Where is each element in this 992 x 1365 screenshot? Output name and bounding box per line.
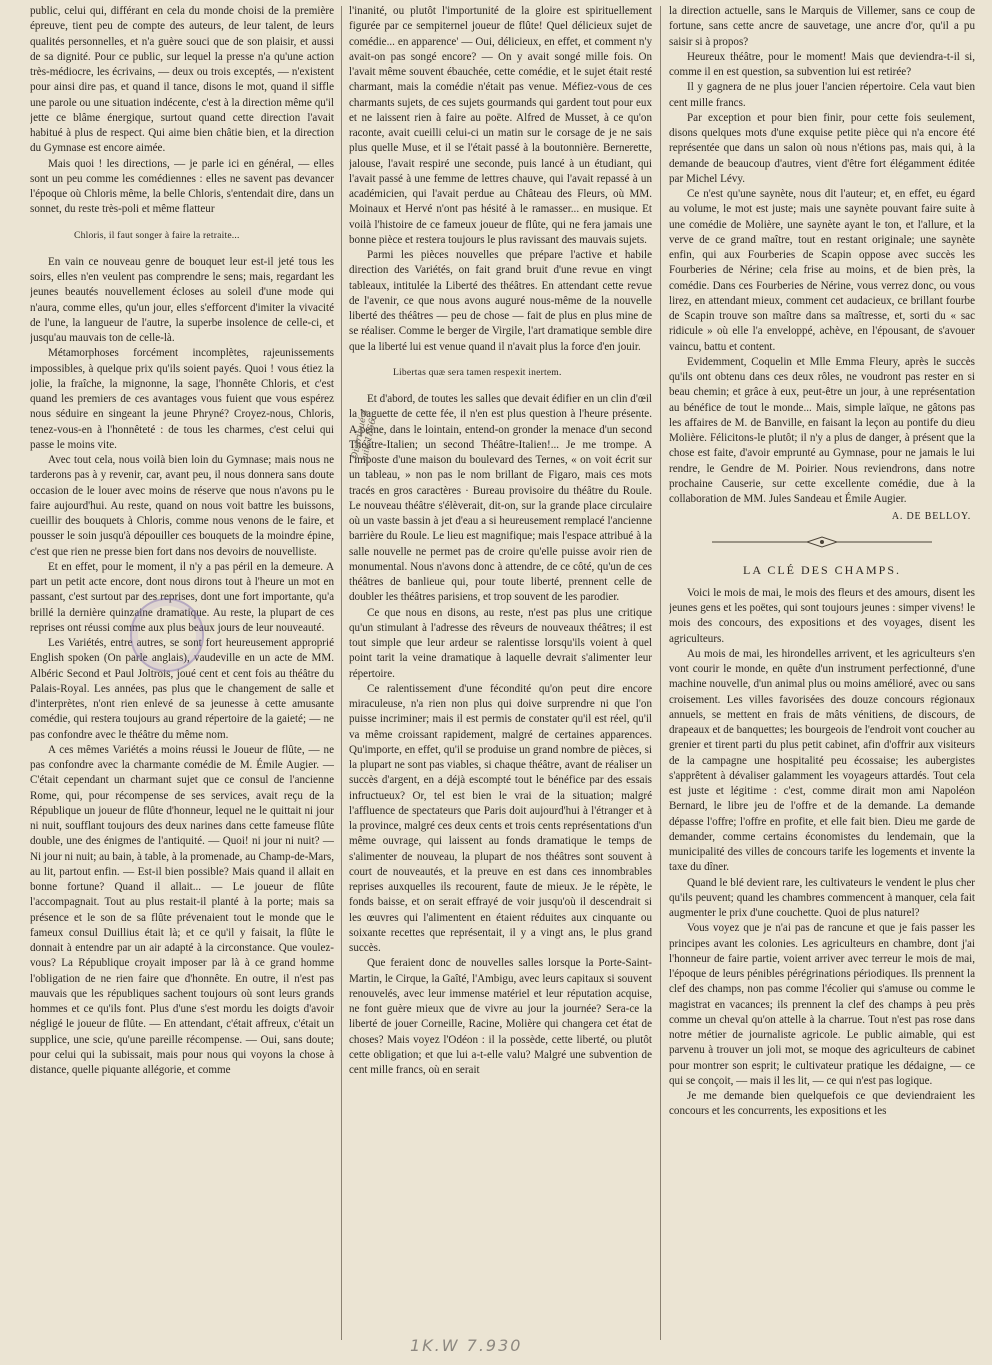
c2-paragraph-6: Que feraient donc de nouvelles salles lorsque la Porte-Saint-Martin, le Cirque, la Gaîté, l'Ambigu, avec leurs capitaux si souvent renouvelés, avec leur immense matériel et leur réputation acquise, ne font guère mieux que de vivre au jour la journée? Sera-ce la liberté de jouer Corneille, Racine, Molière qui changera cet état de choses? Mais voyez l'Odéon : il la possède, cette liberté, ou plutôt cette obligation; et que lui a-t-elle valu? Malgré une subvention de cent mille francs, où en serait	[349, 957, 652, 1076]
ornament-divider-icon	[712, 535, 932, 549]
c1-paragraph-5: Avec tout cela, nous voilà bien loin du Gymnase; mais nous ne tarderons pas à y revenir, car, avant peu, il nous donnera sans doute occasion de le louer avec moins de réserve que nous n'avons pu le faire aujourd'hui. Au reste, quand on nous voit battre les buissons, cueillir des bouquets à Chloris, comme nous venons de le faire, et pousser le soin jusqu'à dépouiller ces bouquets de la moindre épine, c'est que rien ne presse bien fort dans nos devoirs de nouvelliste.	[30, 454, 334, 558]
c2-latin-quote: Libertas quæ sera tamen respexit inertem.	[393, 366, 562, 378]
c1-verse-quote: Chloris, il faut songer à faire la retraite...	[74, 229, 240, 241]
c3-paragraph-8: Au mois de mai, les hirondelles arrivent, et les agriculteurs s'en vont courir le monde, en quête d'un instrument perfectionné, d'une machine nouvelle, d'un animal plus ou moins amélioré, avec ou sans croisement. Les villes favorisées des douze concours régionaux annuels, se mettent en frais de mâts vénitiens, de discours, de drapeaux et de banquettes; les bourgeois de l'endroit vont coucher au grenier et tirent parti du plus petit cabinet, afin d'offrir aux visiteurs de la campagne une hospitalité peu écossaise; les aubergistes s'apprêtent à dévaliser galamment les voyageurs attardés. Tout cela est juste et légitime : c'est, comme dirait mon ami Napoléon Bernard, le libre jeu de l'offre et de la demande. La demande dépasse l'offre; l'offre en profite, et elle fait bien. Dieu me garde de demander, comme certains économistes du lendemain, que la municipalité des villes de concours tarife les logements et invente la taxe du dîner.	[669, 647, 975, 874]
column-1	[30, 4, 334, 1342]
c1-paragraph-7: Les Variétés, entre autres, se sont fort heureusement approprié English spoken (On parle anglais), vaudeville en un acte de MM. Albéric Second et Paul Joltrois, joué cent et cent fois au théâtre du Palais-Royal. Les années, pas plus que le changement de salle et d'interprètes, n'ont rien enlevé de sa jeunesse à cette amusante comédie, qui restera toujours au grand répertoire de la gaieté; — ne pas confondre avec le théâtre du même nom.	[30, 637, 334, 741]
c1-paragraph-4: Métamorphoses forcément incomplètes, rajeunissements impossibles, à quelque prix qu'ils soient payés. Quoi ! vous étiez la jolie, la fraîche, la mignonne, la sage, l'honnête Chloris, et c'est quand les premiers de ces avantages vous fuient que vous espérez nous séduire en singeant la jeune Phryné? Croyez-nous, Chloris, tenez-vous-en à l'honnêteté : de tous les charmes, c'est celui qui passe le moins vite.	[30, 347, 334, 451]
c2-paragraph-4: Ce que nous en disons, au reste, n'est pas plus une critique qu'un stimulant à l'adresse des rêveurs de nouveaux théâtres; il est tout simple que leur ardeur se ralentisse lorsqu'ils voient à quel point tarit la veine dramatique à laquelle devrait s'alimenter leur répertoire.	[349, 606, 652, 680]
c1-paragraph-8: A ces mêmes Variétés a moins réussi le Joueur de flûte, — ne pas confondre avec la charmante comédie de M. Émile Augier. — C'était cependant un charmant sujet que ce consul de l'ancienne Rome, qui, pour récompense de ses services, avait reçu de la République un joueur de flûte d'honneur, lequel ne le quittait ni jour ni nuit, soufflant toujours des deux narines dans cette fameuse flûte double, une des énigmes de l'antiquité. — Quoi! ni jour ni nuit? — Ni jour ni nuit; au bain, à table, à la promenade, au Champ-de-Mars, au lit, partout enfin. — Est-il bien possible? Mais quand il allait en bonne fortune? Quand il allait... — Le joueur de flûte l'accompagnait. Tout au plus restait-il planté à la porte; mais sa présence et le son de sa flûte prévenaient tout le monde que le fameux consul Duillius était là; et ce qu'il y faisait, la flûte le donnait à entendre par un air adapté à la circonstance. Que voulez-vous? La République croyait imposer par là à ce grand homme l'obligation de ne rien faire que d'honnête. En outre, il n'est pas mauvais que les républiques sachent toujours où sont leurs grands hommes et ce qu'ils font. Plus d'une s'est mordu les doigts d'avoir négligé le joueur de flûte. — En attendant, c'était affreux, c'était un supplice, une scie, qu'une pareille récompense. — Oui, sans doute; pour celui qui la subissait, mais pour nous qui voyons la chose à distance, quelle piquante allégorie, et comme	[30, 743, 334, 1076]
c1-paragraph-1: public, celui qui, différant en cela du monde choisi de la première épreuve, tient peu de compte des auteurs, de leur talent, de leurs qualités personnelles, et n'a guère souci que de son plaisir, et aussi de sa dignité. Pour ce public, sur lequel la presse n'a qu'une action très-médiocre, les écrivains, — deux ou trois exceptés, — n'existent pour ainsi dire pas, et quand il tance, disons le mot, quand il siffle une parole ou une situation indécente, c'est à la direction même qu'il jette ce blâme énergique, surtout quand cette direction l'avait habitué à plus de respect. Qui aime bien châtie bien, et la direction du Gymnase est encore aimée.	[30, 5, 334, 155]
author-signature: A. DE BELLOY.	[891, 511, 971, 523]
c3-paragraph-1: la direction actuelle, sans le Marquis de Villemer, sans ce coup de fortune, sans cette ancre de sauvetage, une ancre d'or, qu'il a pu saisir si à propos?	[669, 5, 975, 48]
c3-paragraph-7: Voici le mois de mai, le mois des fleurs et des amours, disent les jeunes gens et les poëtes, qui sont toujours jeunes : simper vivens! le mois des concours, des expositions et des voyages, disent les agriculteurs.	[669, 586, 975, 645]
c2-paragraph-1: l'inanité, ou plutôt l'importunité de la gloire est spirituellement figurée par ce sempiternel joueur de flûte! Quel délicieux sujet de comédie... en apparence' — Oui, délicieux, en effet, et comment n'y avait-on pas songé encore? — On y avait songé mille fois. On l'avait même souvent ébauchée, cette comédie, et le sujet était resté charmant, mais la comédie n'était pas venue. Méfiez-vous de ces charmants sujets, de ces sujets gourmands qui gardent tout pour eux et ne laissent rien à faire au poëte. Alfred de Musset, à ce qu'on raconte, avait cueilli celui-ci un matin sur le corsage de je ne sais plus quelle Muse, et il se l'était passé à la boutonnière. Bernerette, jalouse, l'avait respiré une seconde, puis lancé à un étudiant, qui l'avait passé à une femme de lettres chauve, qui l'avait repassé à un académicien, qui l'avait perdue au Château des Fleurs, où MM. Moinaux et Hervé n'ont pas hésité à le ramasser... en musique. Et voilà l'histoire de ce fameux joueur de flûte, qui ne fera jamais une bonne pièce et restera toujours le plus ravissant des mauvais sujets.	[349, 5, 652, 246]
c3-paragraph-2: Heureux théâtre, pour le moment! Mais que deviendra-t-il si, comme il en est question, sa subvention lui est retirée?	[669, 50, 975, 78]
c2-paragraph-2: Parmi les pièces nouvelles que prépare l'active et habile direction des Variétés, on fait grand bruit d'une revue en vingt tableaux, intitulée la Liberté des théâtres. En attendant cette revue de l'avenir, ce que nous avons auguré nous-même de la nouvelle liberté des théâtres — peu de chose — fait de plus en plus mine de se réaliser. Comme le berger de Virgile, l'art dramatique semble dire que la liberté lui est venue quand il n'avait plus la force d'en jouir.	[349, 249, 652, 353]
c3-paragraph-11: Je me demande bien quelquefois ce que deviendraient les concours et les concurrents, les expositions et les	[669, 1090, 975, 1118]
c3-paragraph-9: Quand le blé devient rare, les cultivateurs le vendent le plus cher qu'ils peuvent; quand les chambres commencent à manquer, cela fait augmenter le prix d'une couchette. Quoi de plus naturel?	[669, 876, 975, 919]
column-rule-right	[660, 6, 661, 1340]
handwritten-margin-note: Distribué 4 juin 1866	[350, 408, 379, 463]
c1-paragraph-3: En vain ce nouveau genre de bouquet leur est-il jeté tous les soirs, elles n'en veulent pas comprendre le sens; mais, regardant les jeunes beautés nouvellement écloses au soleil d'une mode qui n'aura, comme elles, qu'un jour, elles s'efforcent d'imiter la vivacité de l'une, la langueur de l'autre, la superbe insolence de celle-ci, et jusqu'au mauvais ton de celle-là.	[30, 255, 334, 344]
column-3	[669, 4, 975, 1342]
c3-paragraph-4: Par exception et pour bien finir, pour cette fois seulement, disons quelques mots d'une exquise petite pièce qui n'a encore été représentée que dans un salon où nous n'étions pas, mais qui, à la demande de beaucoup d'autres, vient d'être fort élégamment éditée par Michel Lévy.	[669, 111, 975, 185]
c3-paragraph-6: Evidemment, Coquelin et Mlle Emma Fleury, après le succès qu'ils ont obtenu dans ces deux rôles, ne voudront pas rester en si beau chemin; et grâce à eux, peut-être un jour, à une représentation au bénéfice de tout le monde... Mais, simple laïque, ne gâtons pas les affaires de M. de Banville, en faisant la leçon au pontife du dieu Molière. Félicitons-le plutôt; il n'y a plus de danger, à présent que la chose est faite, d'avoir emprunté au Gymnase, pour ne jamais le lui rendre, le Gendre de M. Poirier. Nous reviendrons, dans notre prochaine Causerie, sur cette excellente comédie, due à la collaboration de MM. Jules Sandeau et Émile Augier.	[669, 355, 975, 505]
c2-paragraph-5: Ce ralentissement d'une fécondité qu'on peut dire encore miraculeuse, n'a rien non plus qui doive surprendre ni que l'on puisse incriminer; mais il est permis de constater qu'il est réel, qu'il va même croissant rapidement, malgré de certaines apparences. Qu'importe, en effet, qu'il se produise un grand nombre de pièces, si la plupart ne sont pas viables, si chaque théâtre, avant de réaliser un succès d'argent, en a déjà escompté tout le bénéfice par des essais infructueux? Or, tel est bien le vrai de la situation; malgré l'affluence de spectateurs que Paris doit aujourd'hui à l'étranger et à la province, malgré ces deux cents et trois cents représentations d'un même ouvrage, qui laissent au fonds dramatique le temps de s'alimenter de nouveau, la plupart de nos théâtres sont souvent à court de nouveautés, et la preuve en est dans ces innombrables reprises auxquelles ils recourent, faute de mieux. Je le répète, le fonds baisse, et on serait effrayé de voir jusqu'où il descendrait si les œuvres qui l'alimentent en étaient réduites aux cinquante ou soixante recettes que représentait, il y a vingt ans, le plus grand succès.	[349, 682, 652, 954]
c1-paragraph-2: Mais quoi ! les directions, — je parle ici en général, — elles sont un peu comme les comédiennes : elles ne savent pas devancer l'époque où Chloris même, la belle Chloris, s'entendait dire, dans un sonnet, du reste très-poli et même flatteur	[30, 157, 334, 216]
c3-paragraph-3: Il y gagnera de ne plus jouer l'ancien répertoire. Cela vaut bien cent mille francs.	[669, 81, 975, 109]
c2-paragraph-3: Et d'abord, de toutes les salles que devait édifier en un clin d'œil la baguette de cette fée, il n'en est plus question à l'heure présente. A peine, dans le lointain, entend-on gronder la menace d'un second Théâtre-Italien; un second Théâtre-Italien!... Je me trompe. A l'imposte d'une maison du boulevard des Ternes, « on voit écrit sur un tableau, » non pas le nom brillant de Figaro, mais ces mots tracés en gros caractères · Bureau provisoire du théâtre du Roule. Le nouveau théâtre s'élèverait, dit-on, sur la grande place circulaire où un vaste bassin à jet d'eau a si heureusement remplacé l'ancienne barrière du Roule. Le lieu est magnifique; mais l'espace attribué à la salle nouvelle ne permet pas de croire qu'elle puisse avoir rien de monumental. Nous n'avons donc à attendre, de ce côté, qu'un de ces théâtres de banlieue qui, pour toute liberté, prennent celle de doubler les théâtres parisiens, et trop souvent de les parodier.	[349, 393, 652, 604]
c1-paragraph-6: Et en effet, pour le moment, il n'y a pas péril en la demeure. A part un petit acte encore, dont nous dirons tout à l'heure un mot en passant, c'est surtout par des reprises, dont une fort importante, qu'a brillé la dernière quinzaine dramatique. Au reste, la plupart de ces reprises ont réussi comme aux plus beaux jours de leur nouveauté.	[30, 560, 334, 634]
library-stamp-icon	[130, 598, 204, 672]
column-rule-left	[341, 6, 342, 1340]
handwritten-shelfmark: 1K.W 7.930	[410, 1336, 523, 1355]
c3-paragraph-5: Ce n'est qu'une saynète, nous dit l'auteur; et, en effet, eu égard au volume, le mot est juste; mais une saynète pouvant faire suite à une comédie de Molière, une saynète ayant le ton, et l'allure, et la verve de ce grand maître, tout en restant originale; une saynète enfin, qui aux Fourberies de Scapin oppose avec succès les Fourberies de Nérine; cela frise au moins, et de bien près, la comédie. Dans ces Fourberies de Nérine, vous verrez donc, ou vous lirez, en attendant mieux, comment cet audacieux, ce brillant fourbe de Scapin trouve son maître dans sa maîtresse, et, sorti du « sac ridicule » où elle l'a enveloppé, achève, en l'épousant, de s'avouer vaincu, battu et content.	[669, 188, 975, 353]
section-title: LA CLÉ DES CHAMPS.	[742, 562, 902, 577]
column-2	[349, 4, 652, 1342]
c3-paragraph-10: Vous voyez que je n'ai pas de rancune et que je fais passer les principes avant les colonies. Les agriculteurs en chambre, dont j'ai l'honneur de faire partie, voient arriver avec terreur le mois de mai, l'époque de leurs pénibles pérégrinations périodiques. Ils prennent la clef des champs, non pas comme l'écolier qui s'amuse ou comme le magistrat en vacances; ils prennent la clef des champs à peu près comme un cheval qu'on attelle à la charrue. Tout n'est pas rose dans notre métier de journaliste agricole. Le public aimable, qui est parvenu à trouver un joli mot, se moque des agriculteurs de cabinet pour montrer son esprit; le cultivateur pratique les dédaigne, — ce qui se conçoit, — mais il les lit, — ce qui n'est pas logique.	[669, 922, 975, 1087]
